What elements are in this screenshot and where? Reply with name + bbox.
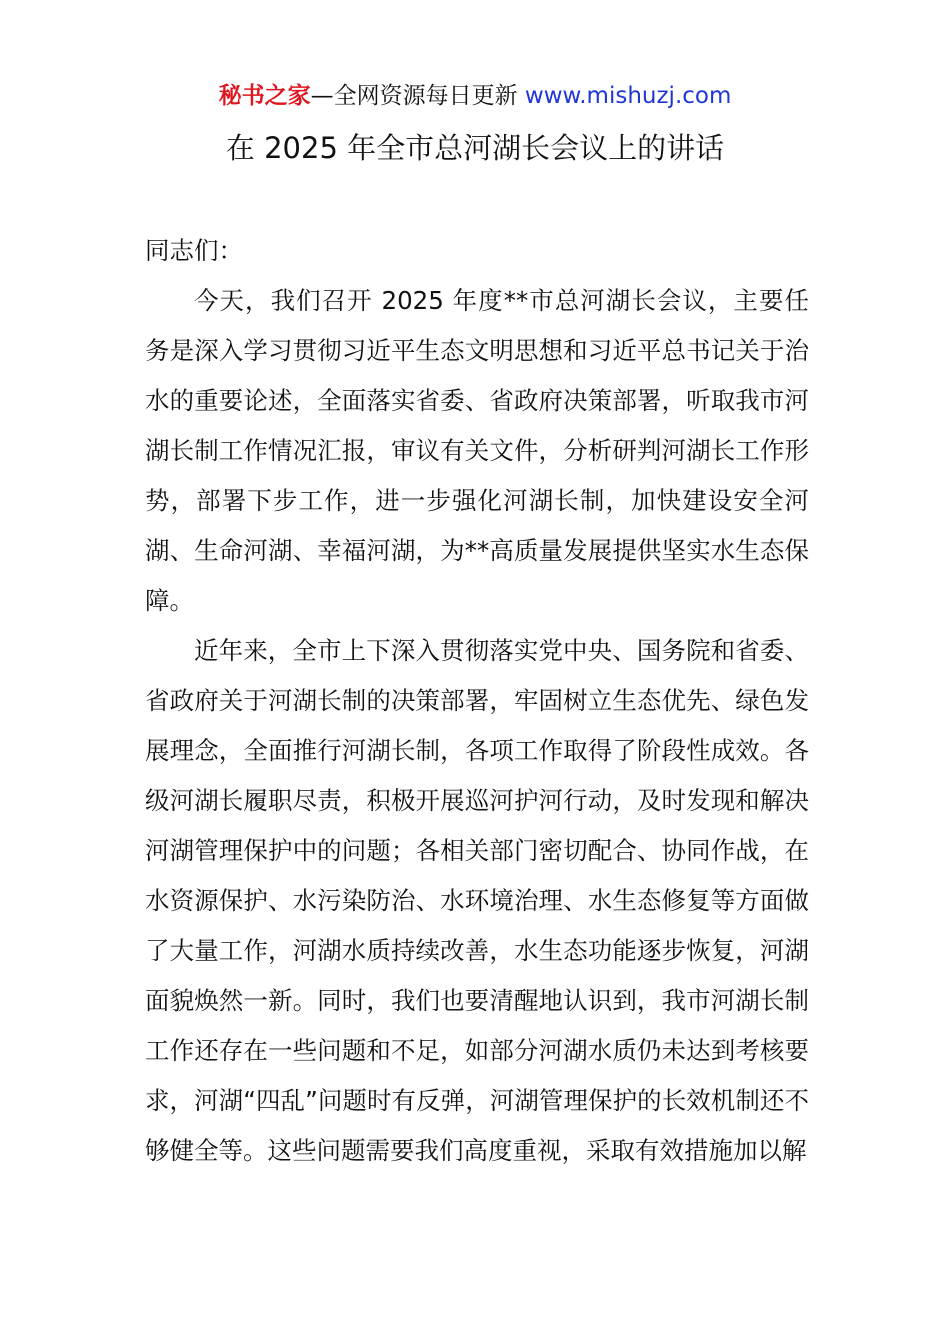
site-url-link[interactable]: www.mishuzj.com [524, 83, 732, 109]
header-slogan: —全网资源每日更新 [310, 83, 525, 109]
paragraph-2: 近年来，全市上下深入贯彻落实党中央、国务院和省委、省政府关于河湖长制的决策部署，牢固树立生态优先、绿色发展理念，全面推行河湖长制，各项工作取得了阶段性成效。各级河湖长履职尽责，积极开展巡河护河行动，及时发现和解决河湖管理保护中的问题；各相关部门密切配合、协同作战，在水资源保护、水污染防治、水环境治理、水生态修复等方面做了大量工作，河湖水质持续改善，水生态功能逐步恢复，河湖面貌焕然一新。同时，我们也要清醒地认识到，我市河湖长制工作还存在一些问题和不足，如部分河湖水质仍未达到考核要求，河湖“四乱”问题时有反弹，河湖管理保护的长效机制还不够健全等。这些问题需要我们高度重视，采取有效措施加以解 [145, 636, 809, 1165]
document-body [145, 226, 809, 1176]
salutation: 同志们： [145, 236, 243, 265]
paragraph-1: 今天，我们召开 2025 年度**市总河湖长会议，主要任务是深入学习贯彻习近平生态文明思想和习近平总书记关于治水的重要论述，全面落实省委、省政府决策部署，听取我市河湖长制工作情况汇报，审议有关文件，分析研判河湖长工作形势，部署下步工作，进一步强化河湖长制，加快建设安全河湖、生命河湖、幸福河湖，为**高质量发展提供坚实水生态保障。 [145, 286, 809, 615]
document-title: 在 2025 年全市总河湖长会议上的讲话 [225, 131, 725, 165]
site-header [0, 80, 950, 112]
brand-name: 秘书之家 [218, 83, 311, 109]
